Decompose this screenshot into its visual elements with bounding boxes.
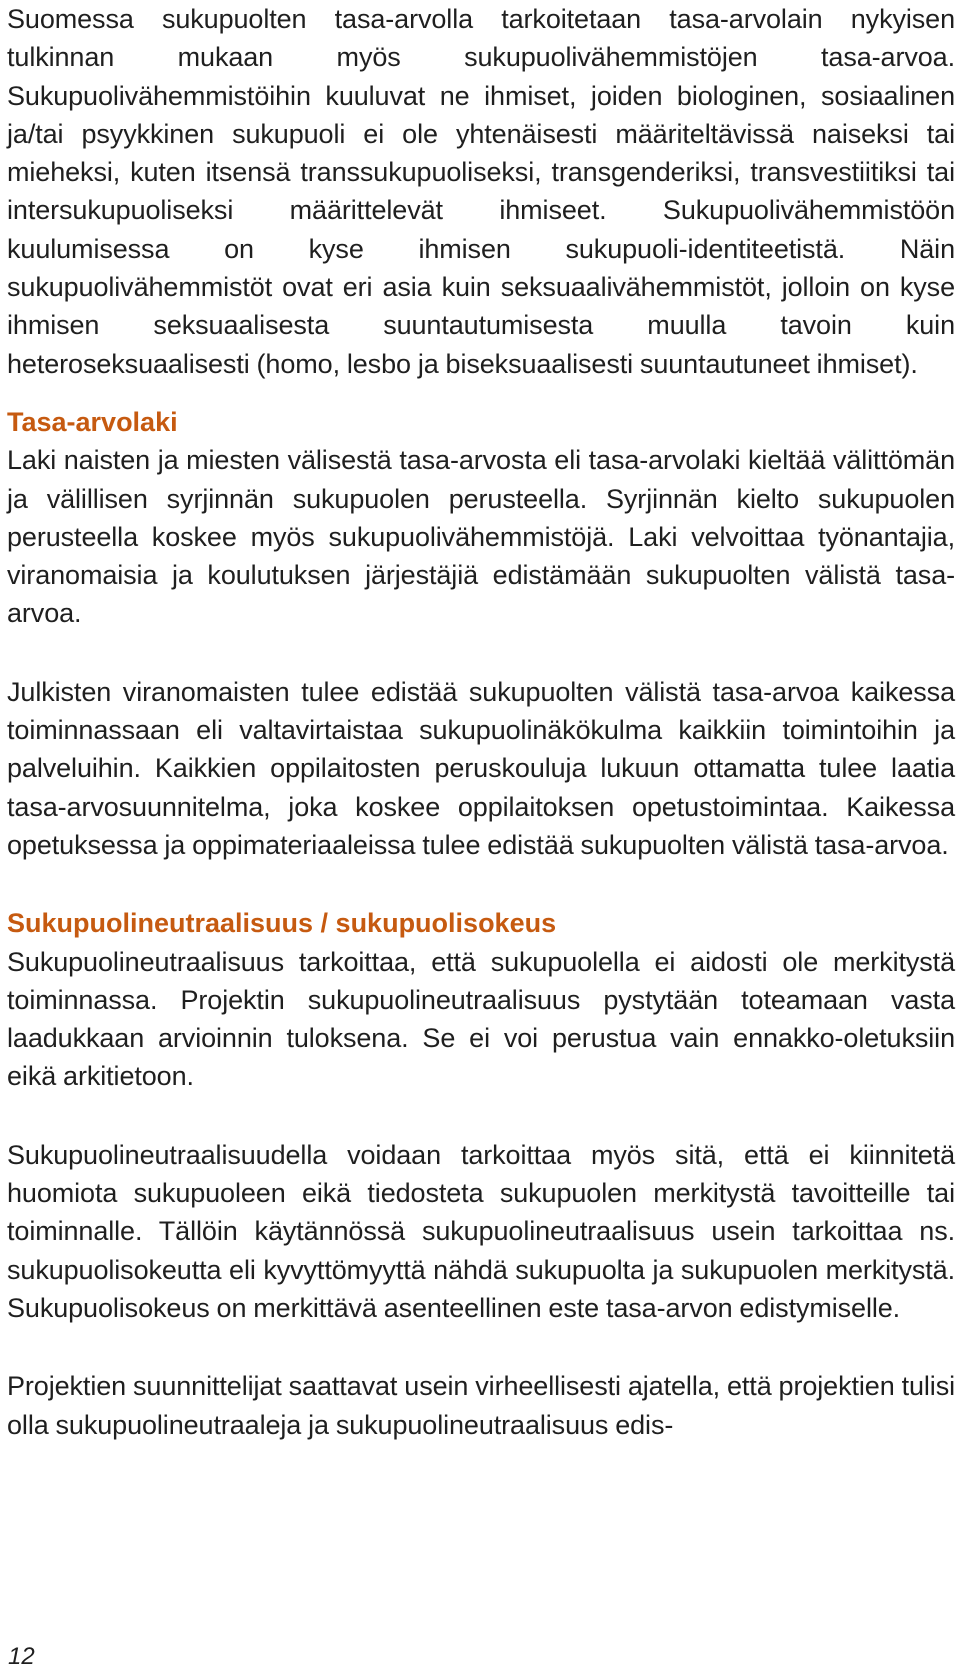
document-page [7,0,955,1444]
paragraph-tasa-arvolaki-1: Laki naisten ja miesten välisestä tasa-arvosta eli tasa-arvolaki kieltää välittömän ja välillisen syrjinnän sukupuolen perusteella. Syrjinnän kielto sukupuolen perusteella koskee myös sukupuolivähemmistöjä. Laki velvoittaa työnantajia, viranomaisia ja koulutuksen järjestäjiä edistämään sukupuolten välistä tasa-arvoa. [7,445,955,629]
heading-tasa-arvolaki: Tasa-arvolaki [7,406,178,437]
paragraph-tasa-arvolaki-2: Julkisten viranomaisten tulee edistää sukupuolten välistä tasa-arvoa kaikessa toiminnassaan eli valtavirtaistaa sukupuolinäkökulma kaikkiin toimintoihin ja palveluihin. Kaikkien oppilaitosten peruskouluja lukuun ottamatta tulee laatia tasa-arvosuunnitelma, joka koskee oppilaitoksen opetustoimintaa. Kaikessa opetuksessa ja oppimateriaaleissa tulee edistää sukupuolten välistä tasa-arvoa. [7,676,955,860]
paragraph-neutraalisuus-3: Projektien suunnittelijat saattavat usein virheellisesti ajatella, että projektien tulisi olla sukupuolineutraaleja ja sukupuolineutraalisuus edis- [7,1371,955,1440]
heading-sukupuolineutraalisuus: Sukupuolineutraalisuus / sukupuolisokeus [7,908,557,939]
paragraph-neutraalisuus-2: Sukupuolineutraalisuudella voidaan tarkoittaa myös sitä, että ei kiinnitetä huomiota sukupuoleen eikä tiedosteta sukupuolen merkitystä tavoitteille tai toiminnalle. Tällöin käytännössä sukupuolineutraalisuus usein tarkoittaa ns. sukupuolisokeutta eli kyvyttömyyttä nähdä sukupuolta ja sukupuolen merkitystä. Sukupuolisokeus on merkittävä asenteellinen este tasa-arvon edistymiselle. [7,1139,955,1323]
paragraph-intro: Suomessa sukupuolten tasa-arvolla tarkoitetaan tasa-arvolain nykyisen tulkinnan mukaan myös sukupuolivähemmistöjen tasa-arvoa. Sukupuolivähemmistöihin kuuluvat ne ihmiset, joiden biologinen, sosiaalinen ja/tai psyykkinen sukupuoli ei ole yhtenäisesti määriteltävissä naiseksi tai mieheksi, kuten itsensä transsukupuoliseksi, transgenderiksi, transvestiitiksi tai intersukupuoliseksi määrittelevät ihmiseet. Sukupuolivähemmistöön kuulumisessa on kyse ihmisen sukupuoli-identiteetistä. Näin sukupuolivähemmistöt ovat eri asia kuin seksuaalivähemmistöt, jolloin on kyse ihmisen seksuaalisesta suuntautumisesta muulla tavoin kuin heteroseksuaalisesti (homo, lesbo ja biseksuaalisesti suuntautuneet ihmiset). [7,4,955,379]
paragraph-neutraalisuus-1: Sukupuolineutraalisuus tarkoittaa, että sukupuolella ei aidosti ole merkitystä toiminnassa. Projektin sukupuolineutraalisuus pystytään toteamaan vasta laadukkaan arvioinnin tuloksena. Se ei voi perustua vain ennakko-oletuksiin eikä arkitietoon. [7,946,955,1092]
page-number: 12 [8,1643,35,1670]
